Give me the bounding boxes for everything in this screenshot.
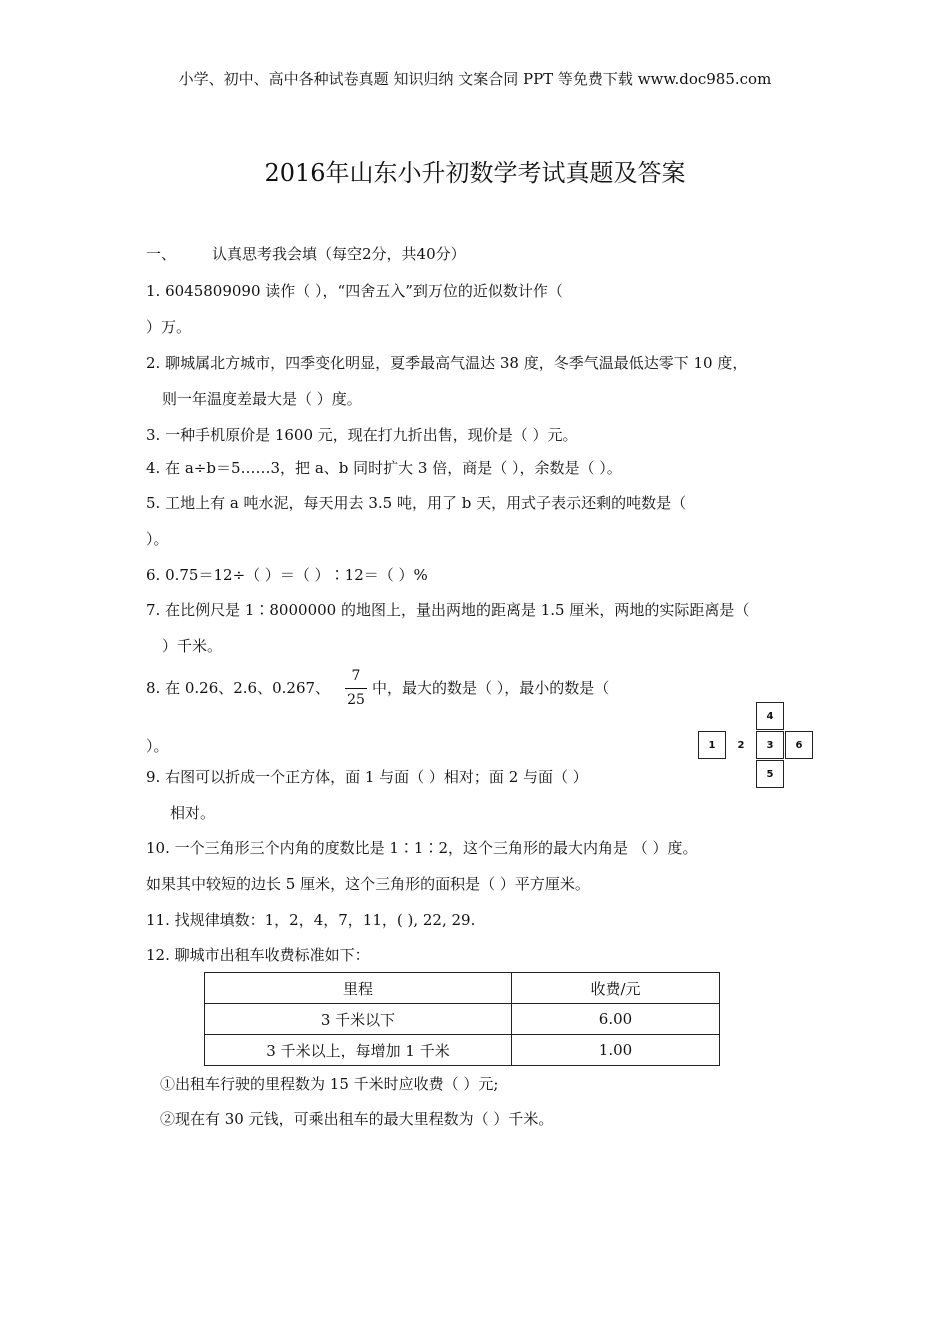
question-5-line-1: 5. 工地上有 a 吨水泥，每天用去 3.5 吨，用了 b 天，用式子表示还剩的吨数是（: [146, 494, 687, 512]
table-header-mileage: 里程: [205, 973, 512, 1004]
question-3: 3. 一种手机原价是 1600 元，现在打九折出售，现价是（ ）元。: [146, 426, 578, 444]
page-title: 2016年山东小升初数学考试真题及答案: [264, 159, 686, 187]
fare-table: [204, 972, 720, 1066]
table-cell: 3 千米以上，每增加 1 千米: [205, 1035, 512, 1066]
cube-face-5: 5: [756, 760, 784, 788]
table-row: [205, 1035, 720, 1066]
question-4: 4. 在 a÷b＝5……3，把 a、b 同时扩大 3 倍，商是（ ），余数是（ ）。: [146, 459, 622, 477]
question-8-line-2: ）。: [146, 737, 169, 755]
cube-face-3: 3: [756, 731, 784, 759]
table-cell: 1.00: [512, 1035, 720, 1066]
question-9-line-2: 相对。: [170, 804, 216, 822]
question-9-line-1: 9. 右图可以折成一个正方体，面 1 与面（ ）相对；面 2 与面（ ）: [146, 768, 588, 786]
fraction-numerator: 7: [351, 668, 361, 684]
question-6: 6. 0.75＝12÷（ ）＝（ ）∶12＝（ ）%: [146, 566, 428, 584]
question-12: 12. 聊城市出租车收费标准如下：: [146, 946, 370, 964]
table-header-fee: 收费/元: [512, 973, 720, 1004]
fraction-bar: [345, 688, 367, 689]
section-number: 一、: [146, 245, 177, 263]
question-1-line-1: 1. 6045809090 读作（ ），“四舍五入”到万位的近似数计作（: [146, 282, 563, 300]
question-8-line-1b: 中，最大的数是（ ），最小的数是（: [372, 679, 610, 697]
fraction-denominator: 25: [347, 692, 365, 708]
question-11: 11. 找规律填数：1，2，4，7，11，( ), 22, 29.: [146, 911, 476, 929]
question-5-line-2: ）。: [146, 530, 169, 548]
question-7-line-1: 7. 在比例尺是 1∶8000000 的地图上，量出两地的距离是 1.5 厘米，两地的实际距离是（: [146, 601, 750, 619]
question-2-line-2: 则一年温度差最大是（ ）度。: [162, 390, 362, 408]
table-row: [205, 1004, 720, 1035]
cube-face-2: 2: [737, 739, 745, 751]
question-7-line-2: ）千米。: [162, 637, 223, 655]
table-header-row: [205, 973, 720, 1004]
question-1-line-2: ）万。: [146, 318, 192, 336]
cube-face-1: 1: [698, 731, 726, 759]
cube-face-6: 6: [785, 731, 813, 759]
section-heading: 认真思考我会填（每空2分，共40分）: [212, 245, 466, 263]
table-cell: 3 千米以下: [205, 1004, 512, 1035]
question-10-line-2: 如果其中较短的边长 5 厘米，这个三角形的面积是（ ）平方厘米。: [146, 875, 590, 893]
question-8-line-1a: 8. 在 0.26、2.6、0.267、: [146, 679, 331, 697]
question-12-sub-1: ①出租车行驶的里程数为 15 千米时应收费（ ）元;: [160, 1075, 499, 1093]
table-cell: 6.00: [512, 1004, 720, 1035]
page-header: 小学、初中、高中各种试卷真题 知识归纳 文案合同 PPT 等免费下载 www.doc985.com: [178, 70, 772, 88]
question-2-line-1: 2. 聊城属北方城市，四季变化明显，夏季最高气温达 38 度，冬季气温最低达零下 10 度，: [146, 354, 748, 372]
question-12-sub-2: ②现在有 30 元钱，可乘出租车的最大里程数为（ ）千米。: [160, 1110, 554, 1128]
cube-face-4: 4: [756, 702, 784, 730]
question-10-line-1: 10. 一个三角形三个内角的度数比是 1∶1∶2，这个三角形的最大内角是 （ ）度。: [146, 839, 698, 857]
